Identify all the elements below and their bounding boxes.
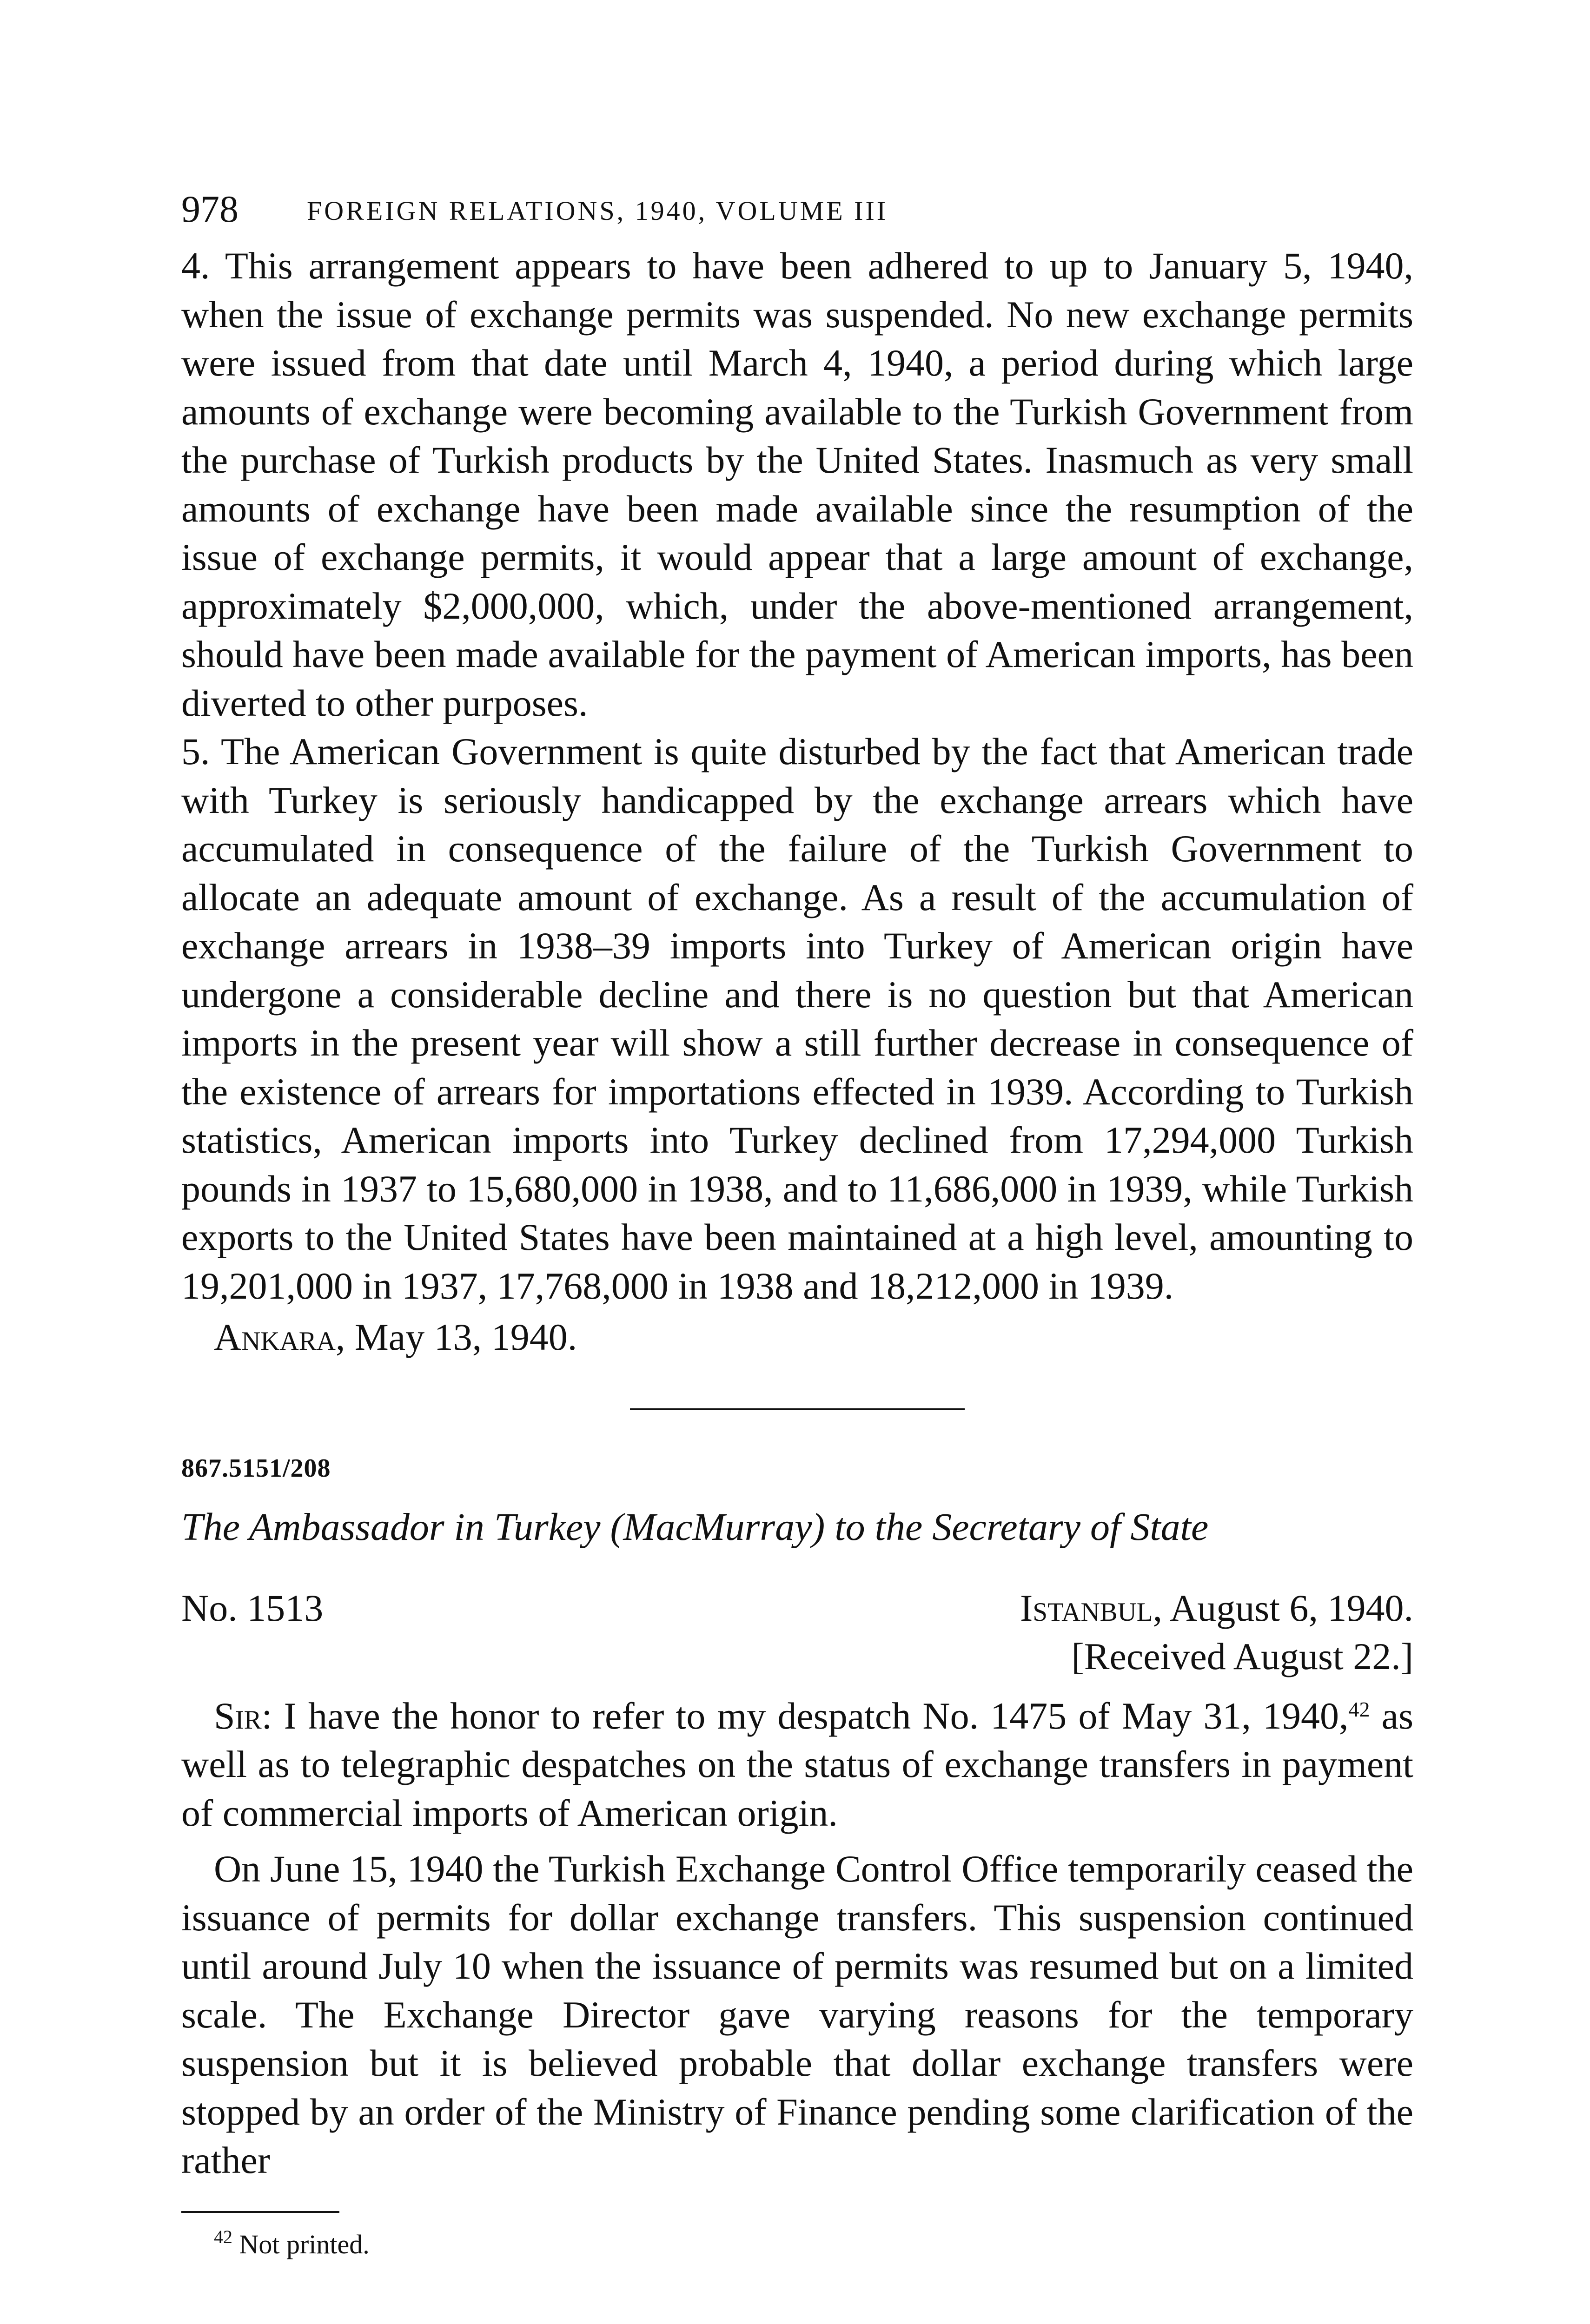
dateline-place: Ankara	[214, 1316, 336, 1358]
footnote-rule	[181, 2211, 339, 2213]
letter-paragraph-1-text: : I have the honor to refer to my despatch No. 1475 of May 31, 1940,	[261, 1694, 1349, 1737]
letter-body	[181, 1692, 1413, 2185]
despatch-line	[181, 1584, 1413, 1632]
despatch-dateline	[1020, 1584, 1413, 1632]
paragraph-5: 5. The American Government is quite disturbed by the fact that American trade with Turkey is seriously handicapped by the exchange arrears which have accumulated in consequence of the failure of the Turkish Government to allocate an adequate amount of exchange. As a result of the accumulation of exchange arrears in 1938–39 imports into Turkey of American origin have undergone a considerable decline and there is no question but that American imports in the present year will show a still further decrease in consequence of the existence of arrears for importations effected in 1939. According to Turkish statistics, American imports into Turkey declined from 17,294,000 Turkish pounds in 1937 to 15,680,000 in 1938, and to 11,686,000 in 1939, while Turkish exports to the United States have been maintained at a high level, amounting to 19,201,000 in 1937, 17,768,000 in 1938 and 18,212,000 in 1939.	[181, 730, 1413, 1307]
running-head	[181, 186, 1413, 242]
document-page	[181, 186, 1413, 2263]
footnote	[214, 2226, 1413, 2263]
document-heading: The Ambassador in Turkey (MacMurray) to the Secretary of State	[181, 1505, 1209, 1549]
received-date: [Received August 22.]	[1071, 1635, 1413, 1677]
letter-paragraph-1	[181, 1692, 1413, 1838]
despatch-number: No. 1513	[181, 1586, 324, 1629]
despatch-place: Istanbul	[1020, 1586, 1153, 1629]
salutation: Sir	[214, 1694, 262, 1737]
dateline-date: , May 13, 1940.	[335, 1316, 577, 1358]
section-divider	[630, 1408, 965, 1410]
footnote-number: 42	[214, 2226, 232, 2247]
despatch-date: , August 6, 1940.	[1153, 1586, 1413, 1629]
letter-paragraph-1-continuation: as well as to telegraphic despatches on the status of exchange transfers in payment of commercial imports of American origin.	[181, 1694, 1413, 1834]
running-head-title: FOREIGN RELATIONS, 1940, VOLUME III	[307, 196, 888, 226]
paragraph-4: 4. This arrangement appears to have been adhered to up to January 5, 1940, when the issue of exchange permits was suspended. No new exchange permits were issued from that date until March 4, 1940, a period during which large amounts of exchange were becoming available to the Turkish Government from the purchase of Turkish products by the United States. Inasmuch as very small amounts of exchange have been made available since the resumption of the issue of exchange permits, it would appear that a large amount of exchange, approximately $2,000,000, which, under the above-mentioned arrangement, should have been made available for the payment of American imports, has been diverted to other purposes.	[181, 244, 1413, 724]
footnote-text: Not printed.	[232, 2229, 370, 2259]
footnote-reference: 42	[1348, 1697, 1370, 1721]
main-text	[181, 242, 1413, 1362]
page-number: 978	[181, 188, 238, 230]
file-number: 867.5151/208	[181, 1453, 331, 1483]
letter-paragraph-2: On June 15, 1940 the Turkish Exchange Control Office temporarily ceased the issuance of permits for dollar exchange transfers. This suspension continued until around July 10 when the issuance of permits was resumed but on a limited scale. The Exchange Director gave varying reasons for the temporary suspension but it is believed probable that dollar exchange transfers were stopped by an order of the Ministry of Finance pending some clarification of the rather	[181, 1848, 1413, 2181]
dateline	[214, 1313, 1413, 1362]
